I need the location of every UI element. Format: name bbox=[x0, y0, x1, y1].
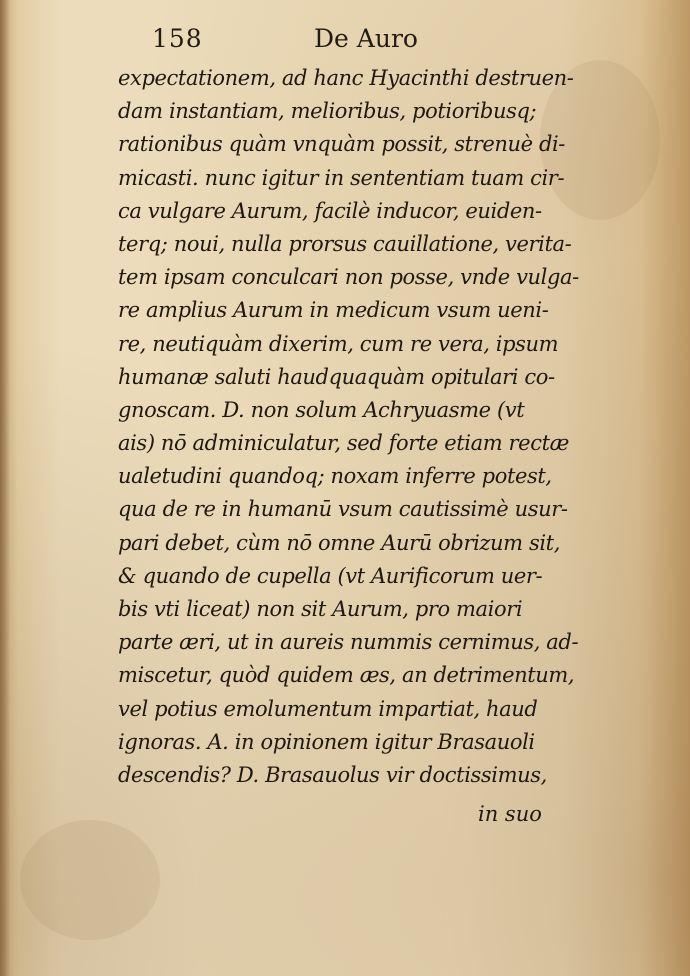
text-line: terq; noui, nulla prorsus cauillatione, verita- bbox=[118, 231, 572, 256]
text-line: re amplius Aurum in medicum vsum ueni- bbox=[118, 298, 549, 323]
text-line: gnoscam. D. non solum Achryuasme (vt bbox=[118, 397, 525, 422]
text-line: expectationem, ad hanc Hyacinthi destruen- bbox=[118, 66, 574, 90]
text-line: tem ipsam conculcari non posse, vnde vulga- bbox=[118, 265, 579, 290]
text-line: ualetudini quandoq; noxam inferre potest, bbox=[118, 464, 552, 489]
text-line: pari debet, cùm nō omne Aurū obrizum sit, bbox=[118, 530, 560, 555]
text-line: ais) nō adminiculatur, sed forte etiam rectæ bbox=[118, 431, 569, 456]
body-text bbox=[118, 62, 598, 792]
page-number: 158 bbox=[152, 24, 203, 53]
running-head bbox=[0, 22, 690, 52]
text-line: dam instantiam, melioribus, potioribusq; bbox=[118, 99, 537, 124]
text-line: parte æri, ut in aureis nummis cernimus, ad- bbox=[118, 630, 579, 655]
text-line: micasti. nunc igitur in sententiam tuam cir- bbox=[118, 165, 565, 190]
text-line: descendis? D. Brasauolus vir doctissimus, bbox=[118, 762, 547, 787]
text-line: ignoras. A. in opinionem igitur Brasauoli bbox=[118, 729, 535, 754]
text-line: rationibus quàm vnquàm possit, strenuè di- bbox=[118, 132, 565, 157]
text-line: re, neutiquàm dixerim, cum re vera, ipsum bbox=[118, 331, 559, 356]
text-line: bis vti liceat) non sit Aurum, pro maiori bbox=[118, 597, 523, 621]
text-line: & quando de cupella (vt Aurificorum uer- bbox=[118, 563, 543, 588]
text-line: vel potius emolumentum impartiat, haud bbox=[118, 696, 538, 721]
text-line: ca vulgare Aurum, facilè inducor, euiden- bbox=[118, 198, 542, 223]
text-line: qua de re in humanū vsum cautissimè usur- bbox=[118, 497, 568, 522]
running-title: De Auro bbox=[314, 24, 418, 53]
paper-stain bbox=[20, 820, 160, 940]
catchword: in suo bbox=[478, 802, 542, 826]
text-line: miscetur, quòd quidem æs, an detrimentum, bbox=[118, 663, 575, 688]
text-line: humanæ saluti haudquaquàm opitulari co- bbox=[118, 364, 555, 389]
page-edge-shadow bbox=[0, 0, 10, 976]
